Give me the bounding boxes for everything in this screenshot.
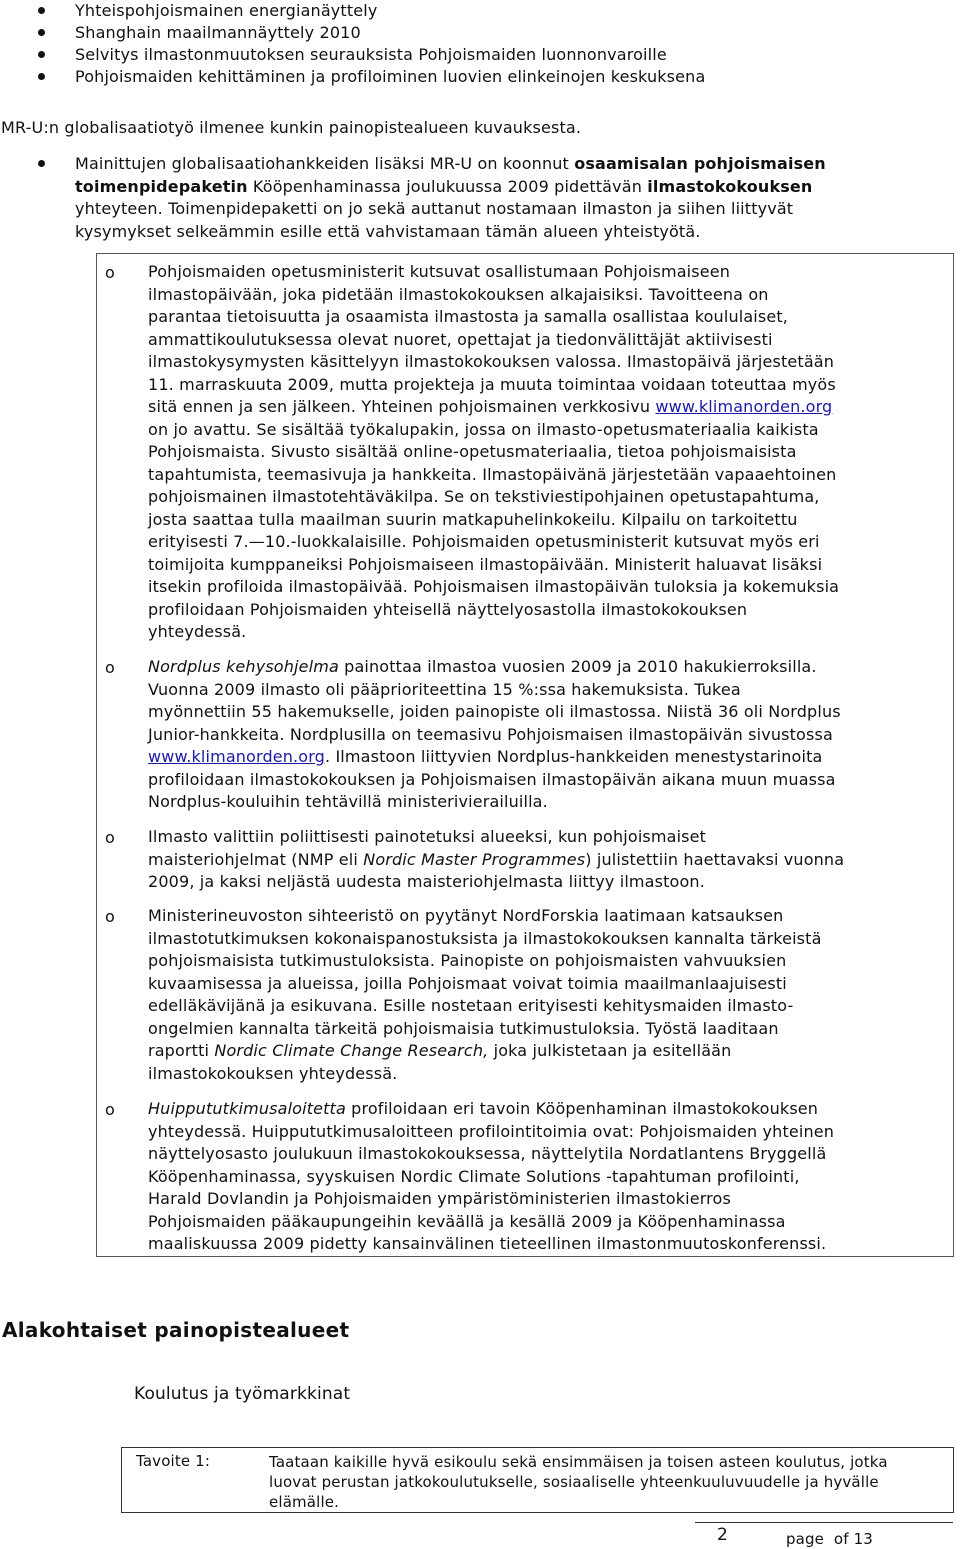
- text-line: kysymykset selkeämmin esille että vahvistamaan tämän alueen yhteistyötä.: [75, 221, 701, 241]
- text-line: pohjoismainen ilmastotehtäväkilpa. Se on tekstiviestipohjainen opetustapahtuma,: [148, 487, 820, 506]
- sub-bullet-marker: o: [105, 828, 115, 847]
- text-line: profiloidaan ilmastokokouksen ja Pohjoismaisen ilmastopäivän aikana muun muassa: [148, 769, 836, 789]
- main-bullet-paragraph: [75, 153, 826, 243]
- text-span: joka julkistetaan ja esitellään: [488, 1041, 732, 1060]
- text-line: edelläkävijänä ja esikuvana. Esille nostetaan erityisesti kehitysmaiden ilmasto-: [148, 996, 794, 1015]
- goal-label: Tavoite 1:: [136, 1452, 211, 1470]
- text-span: sitä ennen ja sen jälkeen. Yhteinen pohjoismainen verkkosivu: [148, 397, 656, 416]
- text-span: profiloidaan eri tavoin Kööpenhaminan ilmastokokouksen: [345, 1099, 819, 1118]
- text-span: painottaa ilmastoa vuosien 2009 ja 2010 hakukierroksilla.: [338, 657, 817, 676]
- text-span: maisteriohjelmat (NMP eli: [148, 849, 364, 869]
- italic-text: Nordplus kehysohjelma: [148, 657, 339, 676]
- text-line: Pohjoismaista. Sivusto sisältää online-opetusmateriaalia, tietoa pohjoismaisista: [148, 442, 797, 461]
- text-line: ilmastokokouksen yhteydessä.: [148, 1063, 398, 1083]
- text-line: ilmastokysymysten käsittelyyn ilmastokokouksen valossa. Ilmastopäivä järjestetään: [148, 352, 835, 371]
- sub-bullet-marker: o: [105, 263, 115, 282]
- text-line: Ministerineuvoston sihteeristö on pyytänyt NordForskia laatimaan katsauksen: [148, 906, 784, 925]
- text-line: parantaa tietoisuutta ja osaamista ilmastosta ja samalla osallistaa koululaiset,: [148, 307, 789, 326]
- footer-divider: [695, 1522, 953, 1523]
- text-line: Harald Dovlandin ja Pohjoismaiden ympäristöministerien ilmastokierros: [148, 1189, 731, 1208]
- text-span: ) julistettiin haettavaksi vuonna: [585, 849, 845, 869]
- italic-text: Nordic Climate Change Research,: [214, 1041, 489, 1060]
- text-line: Pohjoismaiden opetusministerit kutsuvat osallistumaan Pohjoismaiseen: [148, 262, 731, 281]
- list-item: Shanghain maailmannäyttely 2010: [75, 23, 361, 42]
- text-span: . Ilmastoon liittyvien Nordplus-hankkeiden menestystarinoita: [324, 747, 823, 766]
- text-line: yhteyteen. Toimenpidepaketti on jo sekä auttanut nostamaan ilmaston ja siihen liittyvät: [75, 199, 794, 218]
- text-line: tapahtumista, teemasivuja ja hankkeita. Ilmastopäivänä järjestetään vapaaehtoinen: [148, 464, 837, 484]
- text-line: josta saattaa tulla maailman suurin matkapuhelinkokeilu. Kilpailu on tarkoitettu: [148, 509, 798, 529]
- text-line: ilmastopäivään, joka pidetään ilmastokokouksen alkajaisiksi. Tavoitteena on: [148, 284, 769, 304]
- text-line: luovat perustan jatkokoulutukselle, sosiaaliselle yhteenkuuluvuudelle ja hyvälle: [269, 1473, 879, 1491]
- intro-paragraph: MR-U:n globalisaatiotyö ilmenee kunkin painopistealueen kuvauksesta.: [1, 118, 582, 137]
- list-item: Selvitys ilmastonmuutoksen seurauksista Pohjoismaiden luonnonvaroille: [75, 45, 667, 64]
- text-line: Nordplus-kouluihin tehtävillä ministerivierailuilla.: [148, 792, 548, 811]
- text-span: Kööpenhaminassa joulukuussa 2009 pidettävän: [247, 176, 648, 196]
- text-line: kuvaamisessa ja alueissa, joilla Pohjoismaat voivat toimia maailmanlaajuisesti: [148, 973, 787, 993]
- bold-text: toimenpidepaketin: [75, 176, 248, 196]
- text-line: profiloidaan Pohjoismaiden yhteisellä näyttelyosastolla ilmastokokouksen: [148, 599, 748, 619]
- text-line: yhteydessä. Huippututkimusaloitteen profilointitoimia ovat: Pohjoismaiden yhteinen: [148, 1121, 835, 1141]
- bullet-icon: [38, 7, 45, 14]
- text-line: 11. marraskuuta 2009, mutta projekteja ja muuta toimintaa voidaan toteuttaa myös: [148, 374, 836, 394]
- goal-box: [121, 1447, 954, 1513]
- text-line: on jo avattu. Se sisältää työkalupakin, jossa on ilmasto-opetusmateriaalia kaikista: [148, 419, 819, 439]
- text-span: Mainittujen globalisaatiohankkeiden lisäksi MR-U on koonnut: [75, 154, 575, 173]
- sub-bullet-marker: o: [105, 658, 115, 677]
- list-item: Yhteispohjoismainen energianäyttely: [75, 1, 378, 20]
- text-line: erityisesti 7.—10.-luokkalaisille. Pohjoismaiden opetusministerit kutsuvat myös eri: [148, 532, 820, 551]
- text-line: ammattikoulutuksessa olevat nuoret, opettajat ja tiedonvälittäjät aktiivisesti: [148, 329, 773, 349]
- bullet-icon: [38, 160, 45, 167]
- text-span: raportti: [148, 1041, 215, 1060]
- bullet-icon: [38, 51, 45, 58]
- sub-bullet-marker: o: [105, 1100, 115, 1119]
- klimanorden-link[interactable]: www.klimanorden.org: [148, 747, 325, 766]
- sub-item-nordplus: [148, 656, 948, 814]
- page-number: 2: [717, 1525, 728, 1545]
- goal-text: [269, 1452, 949, 1512]
- text-line: myönnettiin 55 hakemukselle, joiden painopiste oli ilmastossa. Niistä 36 oli Nordplus: [148, 702, 841, 721]
- bullet-icon: [38, 73, 45, 80]
- text-line: 2009, ja kaksi neljästä uudesta maisteriohjelmasta liittyy ilmastoon.: [148, 872, 705, 891]
- bullet-icon: [38, 29, 45, 36]
- sub-item-toppforskning: [148, 1098, 948, 1256]
- text-line: itsekin profiloida ilmastopäivää. Pohjoismaisen ilmastopäivän tuloksia ja kokemuksia: [148, 577, 840, 596]
- text-line: yhteydessä.: [148, 622, 247, 641]
- text-line: toimijoita kumppaneiksi Pohjoismaiseen ilmastopäivään. Ministerit haluavat lisäksi: [148, 554, 823, 574]
- sub-item-nordforsk: [148, 905, 948, 1085]
- text-line: näyttelyosasto joulukuun ilmastokokouksessa, näyttelytila Nordatlantens Bryggellä: [148, 1144, 827, 1163]
- text-line: pohjoismaisista tutkimustuloksista. Painopiste on pohjoismaisten vahvuuksien: [148, 951, 787, 970]
- italic-text: Huippututkimusaloitetta: [148, 1099, 346, 1118]
- klimanorden-link[interactable]: www.klimanorden.org: [655, 397, 833, 416]
- page-count: page of 13: [786, 1530, 873, 1548]
- text-line: Pohjoismaiden pääkaupungeihin keväällä ja kesällä 2009 ja Kööpenhaminassa: [148, 1211, 786, 1231]
- text-line: elämälle.: [269, 1493, 340, 1511]
- text-line: Kööpenhaminassa, syyskuisen Nordic Climate Solutions -tapahtuman profilointi,: [148, 1166, 800, 1186]
- list-item: Pohjoismaiden kehittäminen ja profiloiminen luovien elinkeinojen keskuksena: [75, 67, 706, 86]
- text-line: ongelmien kannalta tärkeitä pohjoismaisia tutkimustuloksia. Työstä laaditaan: [148, 1018, 779, 1038]
- sub-bullet-marker: o: [105, 907, 115, 926]
- text-line: maaliskuussa 2009 pidetty kansainvälinen tieteellinen ilmastonmuutoskonferenssi.: [148, 1234, 827, 1253]
- italic-text: Nordic Master Programmes: [363, 849, 586, 869]
- text-line: Ilmasto valittiin poliittisesti painotetuksi alueeksi, kun pohjoismaiset: [148, 827, 707, 846]
- text-line: ilmastotutkimuksen kokonaispanostuksista ja ilmastokokouksen kannalta tärkeistä: [148, 928, 822, 948]
- subsection-heading: Koulutus ja työmarkkinat: [134, 1384, 351, 1404]
- sub-item-climate-day: [148, 261, 948, 644]
- bold-text: osaamisalan pohjoismaisen: [574, 154, 826, 173]
- section-heading: Alakohtaiset painopistealueet: [2, 1318, 350, 1342]
- text-line: Taataan kaikille hyvä esikoulu sekä ensimmäisen ja toisen asteen koulutus, jotka: [269, 1453, 888, 1471]
- text-line: Junior-hankkeita. Nordplusilla on teemasivu Pohjoismaisen ilmastopäivän sivustossa: [148, 724, 833, 744]
- bold-text: ilmastokokouksen: [647, 176, 813, 196]
- text-line: Vuonna 2009 ilmasto oli pääprioriteettina 15 %:ssa hakemuksista. Tukea: [148, 679, 741, 699]
- sub-item-master-programmes: [148, 826, 948, 894]
